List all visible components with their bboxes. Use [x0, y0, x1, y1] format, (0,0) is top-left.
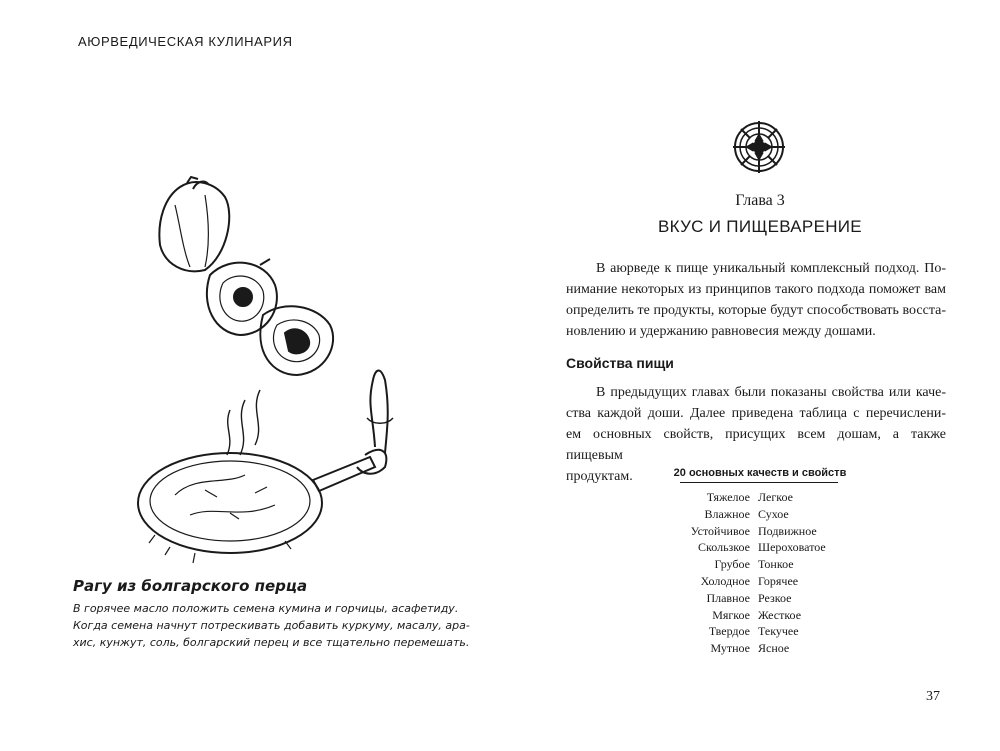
- pepper-frying-pan-illustration: [135, 175, 455, 565]
- table-row: [620, 489, 826, 506]
- paragraph-line: ства каждой доши. Далее приведена таблица с перечислени-: [566, 406, 946, 421]
- recipe-line: хис, кунжут, соль, болгарский перец и все тщательно перемешать.: [73, 636, 470, 649]
- quality-right: Текучее: [758, 624, 799, 639]
- paragraph-line: продуктам.: [566, 469, 633, 484]
- quality-right: Жесткое: [758, 607, 802, 622]
- section-title: Свойства пищи: [566, 355, 674, 371]
- quality-right: Сухое: [758, 506, 789, 521]
- quality-right: Шероховатое: [758, 540, 826, 555]
- paragraph-line: ем основных свойств, присущих всем дошам, а также пищевым: [566, 427, 946, 463]
- intro-paragraph: [566, 258, 946, 342]
- recipe-title: Рагу из болгарского перца: [73, 577, 308, 595]
- quality-left: Плавное: [706, 590, 750, 605]
- quality-left: Твердое: [708, 624, 750, 639]
- table-row: [620, 573, 826, 590]
- table-title: 20 основных качеств и свойств: [673, 467, 847, 479]
- paragraph-line: В предыдущих главах были показаны свойства или каче-: [596, 385, 946, 400]
- table-row: [620, 607, 826, 624]
- quality-left: Холодное: [700, 573, 750, 588]
- running-header: АЮРВЕДИЧЕСКАЯ КУЛИНАРИЯ: [78, 34, 293, 49]
- table-row: [620, 539, 826, 556]
- paragraph-line: В аюрведе к пище уникальный комплексный подход. По-: [596, 261, 946, 276]
- mandala-ornament-icon: [732, 120, 786, 174]
- chapter-title: ВКУС И ПИЩЕВАРЕНИЕ: [658, 217, 862, 236]
- table-row: [620, 590, 826, 607]
- paragraph-line: нимание некоторых из принципов такого подхода поможет вам: [566, 282, 946, 297]
- quality-right: Подвижное: [758, 523, 817, 538]
- paragraph-line: новлению и удержанию равновесия между дошами.: [566, 324, 876, 339]
- chapter-number: Глава 3: [735, 192, 785, 209]
- page-number: 37: [926, 689, 940, 704]
- quality-left: Устойчивое: [690, 523, 750, 538]
- quality-left: Скользкое: [698, 540, 750, 555]
- table-row: [620, 556, 826, 573]
- quality-left: Тяжелое: [706, 490, 750, 504]
- recipe-text: [73, 600, 473, 651]
- paragraph-line: определить те продукты, которые будут способствовать восста-: [566, 303, 946, 318]
- quality-left: Влажное: [704, 506, 750, 521]
- table-title-underline: [680, 482, 838, 483]
- table-row: [620, 523, 826, 540]
- quality-right: Ясное: [758, 641, 790, 656]
- quality-left: Грубое: [714, 557, 750, 572]
- table-row: [620, 623, 826, 640]
- quality-right: Резкое: [758, 590, 792, 605]
- quality-right: Горячее: [758, 573, 799, 588]
- table-row: [620, 506, 826, 523]
- table-row: [620, 640, 826, 657]
- quality-left: Мутное: [710, 641, 750, 656]
- recipe-line: Когда семена начнут потрескивать добавить куркуму, масалу, ара-: [73, 619, 470, 632]
- recipe-line: В горячее масло положить семена кумина и горчицы, асафетиду.: [73, 602, 459, 615]
- qualities-table: [620, 489, 826, 657]
- quality-right: Тонкое: [758, 557, 794, 572]
- quality-left: Мягкое: [712, 607, 750, 622]
- quality-right: Легкое: [758, 490, 793, 504]
